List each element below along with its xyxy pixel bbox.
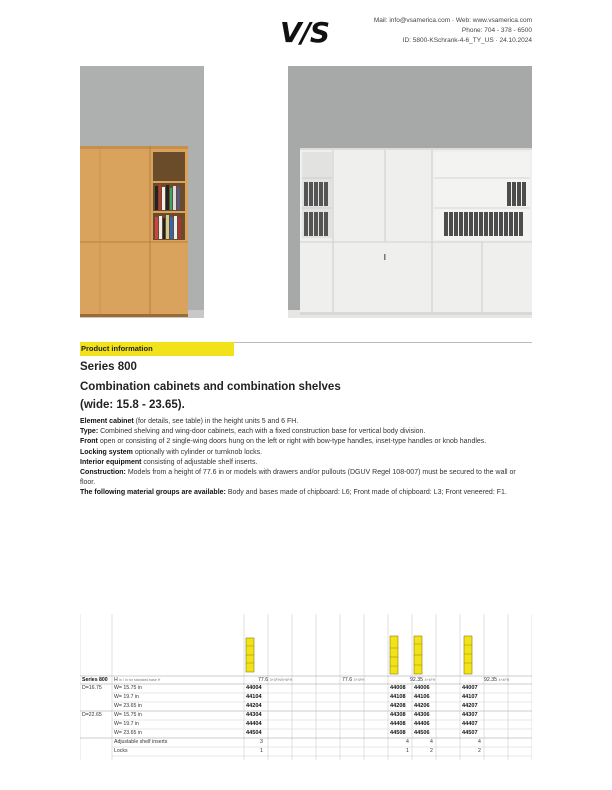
text-element-cabinet: (for details, see table) in the height units 5 and 6 FH. [133, 418, 299, 425]
document-id: ID: 5800-KSchrank-4-6_TY_US · 24.10.2024 [402, 37, 532, 44]
article-code: 44004 [246, 685, 262, 691]
label-interior-equipment: Interior equipment [80, 458, 142, 466]
brand-logo: V/S [280, 16, 330, 49]
locks-value: 2 [478, 748, 481, 754]
header-3-value: 92.35 [410, 677, 423, 683]
table-series-label: Series 800 [82, 677, 108, 683]
product-title-line-1: Combination cabinets and combination shelves [80, 381, 341, 393]
text-type: Combined shelving and wing-door cabinets, each with a fixed construction base for vertical body division. [98, 428, 426, 436]
article-code: 44306 [414, 712, 430, 718]
label-front: Front [80, 438, 98, 446]
pictogram-cabinet-1 [246, 638, 254, 672]
header-col-2 [342, 677, 364, 683]
width-label: W= 15.75 in [114, 685, 142, 691]
article-code: 44006 [414, 685, 430, 691]
article-code: 44404 [246, 721, 262, 727]
article-code: 44104 [246, 694, 262, 700]
shelf-inserts-label: Adjustable shelf inserts [114, 739, 168, 745]
series-heading: Series 800 [80, 361, 137, 373]
beech-combination-cabinet [80, 146, 188, 317]
text-locking-system: optionally with cylinder or turnknob locks. [132, 448, 263, 456]
product-info-tag: Product information [80, 342, 234, 356]
locks-value: 2 [430, 748, 433, 754]
pictogram-cabinet-4 [464, 636, 472, 674]
article-code: 44307 [462, 712, 478, 718]
paragraph-element-cabinet [80, 417, 532, 427]
paragraph-type [80, 427, 532, 437]
article-code: 44406 [414, 721, 430, 727]
pictogram-cabinet-2 [390, 636, 398, 674]
article-code: 44508 [390, 730, 406, 736]
label-locking-system: Locking system [80, 448, 133, 456]
article-code: 44108 [390, 694, 406, 700]
text-construction: Models from a height of 77.6 in or models with drawers and/or pullouts (DGUV Regel 108-007) must be secured to the wall or floor. [80, 469, 516, 487]
width-label: W= 19.7 in [114, 694, 139, 700]
article-code: 44106 [414, 694, 430, 700]
pictogram-cabinet-3 [414, 636, 422, 674]
shelf-inserts-value: 4 [406, 739, 409, 745]
height-label: H [114, 677, 118, 683]
shelf-inserts-value: 3 [260, 739, 263, 745]
article-code: 44204 [246, 703, 262, 709]
article-code: 44207 [462, 703, 478, 709]
header-col-1 [258, 677, 292, 683]
width-label: W= 19.7 in [114, 721, 139, 727]
article-code: 44407 [462, 721, 478, 727]
label-construction: Construction: [80, 469, 126, 477]
article-code: 44304 [246, 712, 262, 718]
locks-label: Locks [114, 748, 128, 754]
text-front: open or consisting of 2 single-wing doors hung on the left or right with bow-type handles, inset-type handles or knob handles. [97, 438, 487, 446]
header-2-note: 3+3FH [353, 678, 365, 682]
header-3-note: 4+4FH [424, 678, 436, 682]
locks-value: 1 [406, 748, 409, 754]
product-title [80, 378, 532, 414]
paragraph-front [80, 437, 532, 447]
paragraph-material-groups [80, 488, 532, 498]
header-4-note: 4+4FH [498, 678, 510, 682]
article-code: 44507 [462, 730, 478, 736]
shelf-inserts-value: 4 [478, 739, 481, 745]
product-title-line-2: (wide: 15.8 - 23.65). [80, 399, 185, 411]
header-2-value: 77.6 [342, 677, 353, 683]
article-code: 44007 [462, 685, 478, 691]
height-note: in / in for standard base H [119, 678, 161, 682]
depth-label: D=16.75 [82, 685, 102, 691]
label-type: Type: [80, 428, 99, 436]
paragraph-construction [80, 468, 532, 488]
article-code: 44208 [390, 703, 406, 709]
article-code: 44008 [390, 685, 406, 691]
label-element-cabinet: Element cabinet [80, 418, 134, 425]
label-material-groups: The following material groups are available: [80, 489, 226, 497]
contact-mail-web: Mail: info@vsamerica.com · Web: www.vsamerica.com [373, 17, 532, 24]
cabinet-illustration [80, 66, 532, 318]
header-1-note: 3+3FH/5+6FH [269, 678, 293, 682]
header-col-3 [410, 677, 435, 683]
white-combination-cabinet [300, 148, 532, 315]
width-label: W= 15.75 in [114, 712, 142, 718]
article-code: 44308 [390, 712, 406, 718]
header-col-4 [484, 677, 509, 683]
width-label: W= 23.65 in [114, 703, 142, 709]
text-interior-equipment: consisting of adjustable shelf inserts. [141, 458, 258, 466]
product-photo [80, 66, 532, 318]
product-description [80, 417, 532, 499]
table-height-label [114, 677, 160, 683]
width-label: W= 23.65 in [114, 730, 142, 736]
shelf-inserts-value: 4 [430, 739, 433, 745]
article-code: 44408 [390, 721, 406, 727]
locks-value: 1 [260, 748, 263, 754]
header-1-value: 77.6 [258, 677, 269, 683]
contact-phone: Phone: 704 - 378 - 6500 [461, 27, 532, 34]
text-material-groups: Body and bases made of chipboard: L6; Front made of chipboard: L3; Front veneered: F1. [225, 489, 507, 497]
article-code: 44206 [414, 703, 430, 709]
header-4-value: 92.35 [484, 677, 497, 683]
depth-label: D=22.65 [82, 712, 102, 718]
window-light [204, 66, 288, 318]
article-code: 44506 [414, 730, 430, 736]
paragraph-interior-equipment [80, 458, 532, 468]
contact-block [374, 16, 532, 46]
article-code: 44504 [246, 730, 262, 736]
paragraph-locking-system [80, 448, 532, 458]
article-code: 44107 [462, 694, 478, 700]
